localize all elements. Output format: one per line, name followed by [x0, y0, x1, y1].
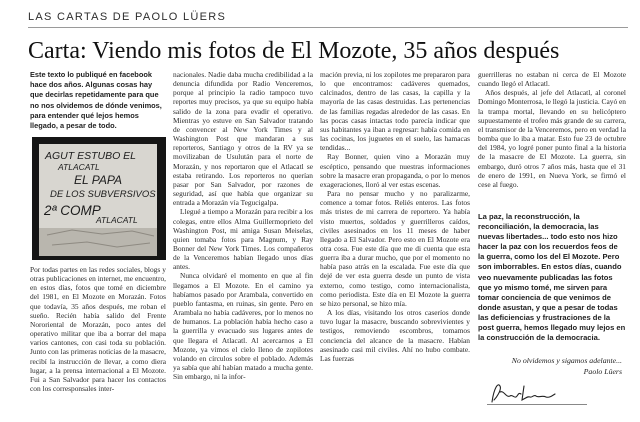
- column-3-paragraph-3: Para no pensar mucho y no paralizarme, comence a tomar fotos. Reliés enteros. Las fotos más tristes de mi carrera de reportero. Ya había visto muertos, soldados y guerrilleros caídos, civiles asesinados en los 11 meses de haber llegado a El Salvador. Pero esto en El Mozote era otra cosa. Fue este día que me di cuenta que esta guerra iba a durar mucho, que por el momento no había paso atrás en la escalada. Fue este día que dejé de ver esta guerra desde un punto de vista externo, como testigo, como internacionalista, como periodista. Este día en El Mozote la guerra se hizo personal, se hizo mía.: [320, 189, 470, 308]
- graffiti-wall-image: [32, 137, 166, 260]
- author-name: Paolo Lüers: [583, 367, 622, 376]
- closing-highlight: La paz, la reconstrucción, la reconciliación, la democracia, las nuevas libertades... todo esto nos hizo hacer la paz con los recuerdos feos de la guerra, como los del El Mozote. Pero son imborrables. En estos días, cuando veo nuevamente publicadas las fotos que yo mismo tomé, me sirven para tomar conciencia de que venimos de donde asustan, y que a pesar de todas las deficiencias y frustraciones de la post guerra, hemos llegado muy lejos en la construcción de la democracia.: [478, 212, 626, 343]
- el-mozote-photo: [32, 137, 166, 260]
- column-2-paragraph-3: Nunca olvidaré el momento en que al fin llegamos a El Mozote. En el camino ya habíamos pasado por Arambala, convertido en pueblo fantasma, en ruinas, sin gente. Pero en Arambala no había cadáveres, por lo menos no de humanos. La población había hecho caso a la guerrilla y evacuado sus lugares antes de que llegara el Atlacatl. Al acercarnos a El Mozote, ya vimos el cielo lleno de zopilotes volando en círculos sobre el poblado. Además ya sabía que ahí habían matado a mucha gente. Sin embargo, ni la infor-: [173, 271, 313, 382]
- section-name: LAS CARTAS DE PAOLO LÜERS: [28, 11, 227, 23]
- article-column-1: [30, 265, 166, 415]
- column-4-paragraph-1: guerrilleras no estaban ni cerca de El Mozote cuando llegó el Atlacatl.: [478, 70, 626, 89]
- signature-rule: [487, 404, 587, 405]
- wall-line-5: 2ª COMP: [44, 203, 101, 218]
- column-3-paragraph-1: mación previa, ni los zopilotes me prepararon para lo que encontramos: cadáveres quemados, calcinados, dentro de las casas, la capilla y la mayoría de las casas destruidas. Las pertenencias de las familias regadas alrededor de las casas. En las pocas casas intactas todo parecía indicar que sus habitantes ya iban a regresar: había comida en las cocinas, los juguetes en el suelo, las hamacas tendidas...: [320, 70, 470, 153]
- section-header: [28, 7, 628, 28]
- column-2-paragraph-2: Llegué a tiempo a Morazán para recibir a los colegas, entre ellos Alma Guillermoprieto del Washington Post, mi amiga Susan Meiselas, quien tomaba fotos para Magnum, y Ray Bonner del New York Times. Los compañeros de la Venceremos habían llegado unos días antes.: [173, 207, 313, 272]
- wall-line-4: DE LOS SUBVERSIVOS: [50, 189, 156, 200]
- column-1-paragraph-1: Por todas partes en las redes sociales, blogs y otras publicaciones en internet, me encuentro, en estos días, fotos que tomé en diciembre del 1981, en El Mozote en Morazán. Fotos que todavía, 35 años después, me roban el sueño. Recién había salido del Frente Nororiental de Morazán, poco antes del operativo militar que iba a borrar del mapa varios cantones, con casi toda su población. Junto con las primeras noticias de la masacre, recibí la instrucción de llevar, a como diera lugar, a la prensa internacional a El Mozote. Fui a San Salvador para hacer los contactos con los corresponsales inter-: [30, 265, 166, 394]
- wall-line-6: ATLACATL: [96, 215, 138, 225]
- article-column-3: [320, 70, 470, 415]
- wall-line-1: AGUT ESTUBO EL: [45, 150, 137, 162]
- column-3-paragraph-4: A los días, visitando los otros caseríos donde tuvo lugar la masacre, buscando sobrevivientes y testigos, removiendo escombros, tomamos conciencia del alcance de la masacre. Habían asesinado casi mil civiles. Ahí no hubo combate. Las fuerzas: [320, 308, 470, 363]
- closing-line: No olvidemos y sigamos adelante...: [511, 356, 622, 365]
- article-title: Carta: Viendo mis fotos de El Mozote, 35 años después: [28, 38, 560, 64]
- article-intro: Este texto lo publiqué en facebook hace dos años. Algunas cosas hay que decirlas repetidamente para que no nos olvidemos de dónde venimos, para entender qué lejos hemos llegado, a pesar de todo.: [30, 70, 162, 131]
- article-column-2: [173, 70, 313, 415]
- column-3-paragraph-2: Ray Bonner, quien vino a Morazán muy escéptico, pensando que nuestras informaciones sobre la masacre eran propaganda, o por lo menos exageraciones, lloró al ver estas escenas.: [320, 152, 470, 189]
- column-2-paragraph-1: nacionales. Nadie daba mucha credibilidad a la denuncia difundida por Radio Venceremos, porque al principio la radio tampoco tuvo reportes muy precisos, ya que su equipo había salido de la zona para evadir el operativo. Mientras yo estuve en San Salvador tratando de convencer al New York Times y al Washington Post que mandaran a sus reporteros, Santiago y otros de la RV ya se movilizaban de Usulután para el norte de Morazán, y nos reportaron que el Atlacatl se estaba retirando. Los reporteros no querían pasar por San Salvador, por razones de seguridad, así que había que organizar su entrada a Morazán vía Tegucigalpa.: [173, 70, 313, 208]
- wall-line-3: EL PAPA: [74, 173, 123, 187]
- column-4-paragraph-2: Años después, al jefe del Atlacatl, al coronel Domingo Monterrosa, le llegó la justicia. Cayó en la trampa mortal, llevando en su helicóptero supuestamente el trofeo más grande de su carrera, el transmisor de la Venceremos, pero en verdad la bomba que lo iba a matar. Esto fue 23 de octubre del 1984, yo logré poner punto final a la historia de la masacre de El Mozote. La guerra, sin embargo, duró otros 7 años más, hasta que el 31 de enero de 1991, en Nueva York, se firmó el cese al fuego.: [478, 88, 626, 189]
- article-column-4: [478, 70, 626, 205]
- wall-line-2: ATLACATL: [58, 162, 100, 172]
